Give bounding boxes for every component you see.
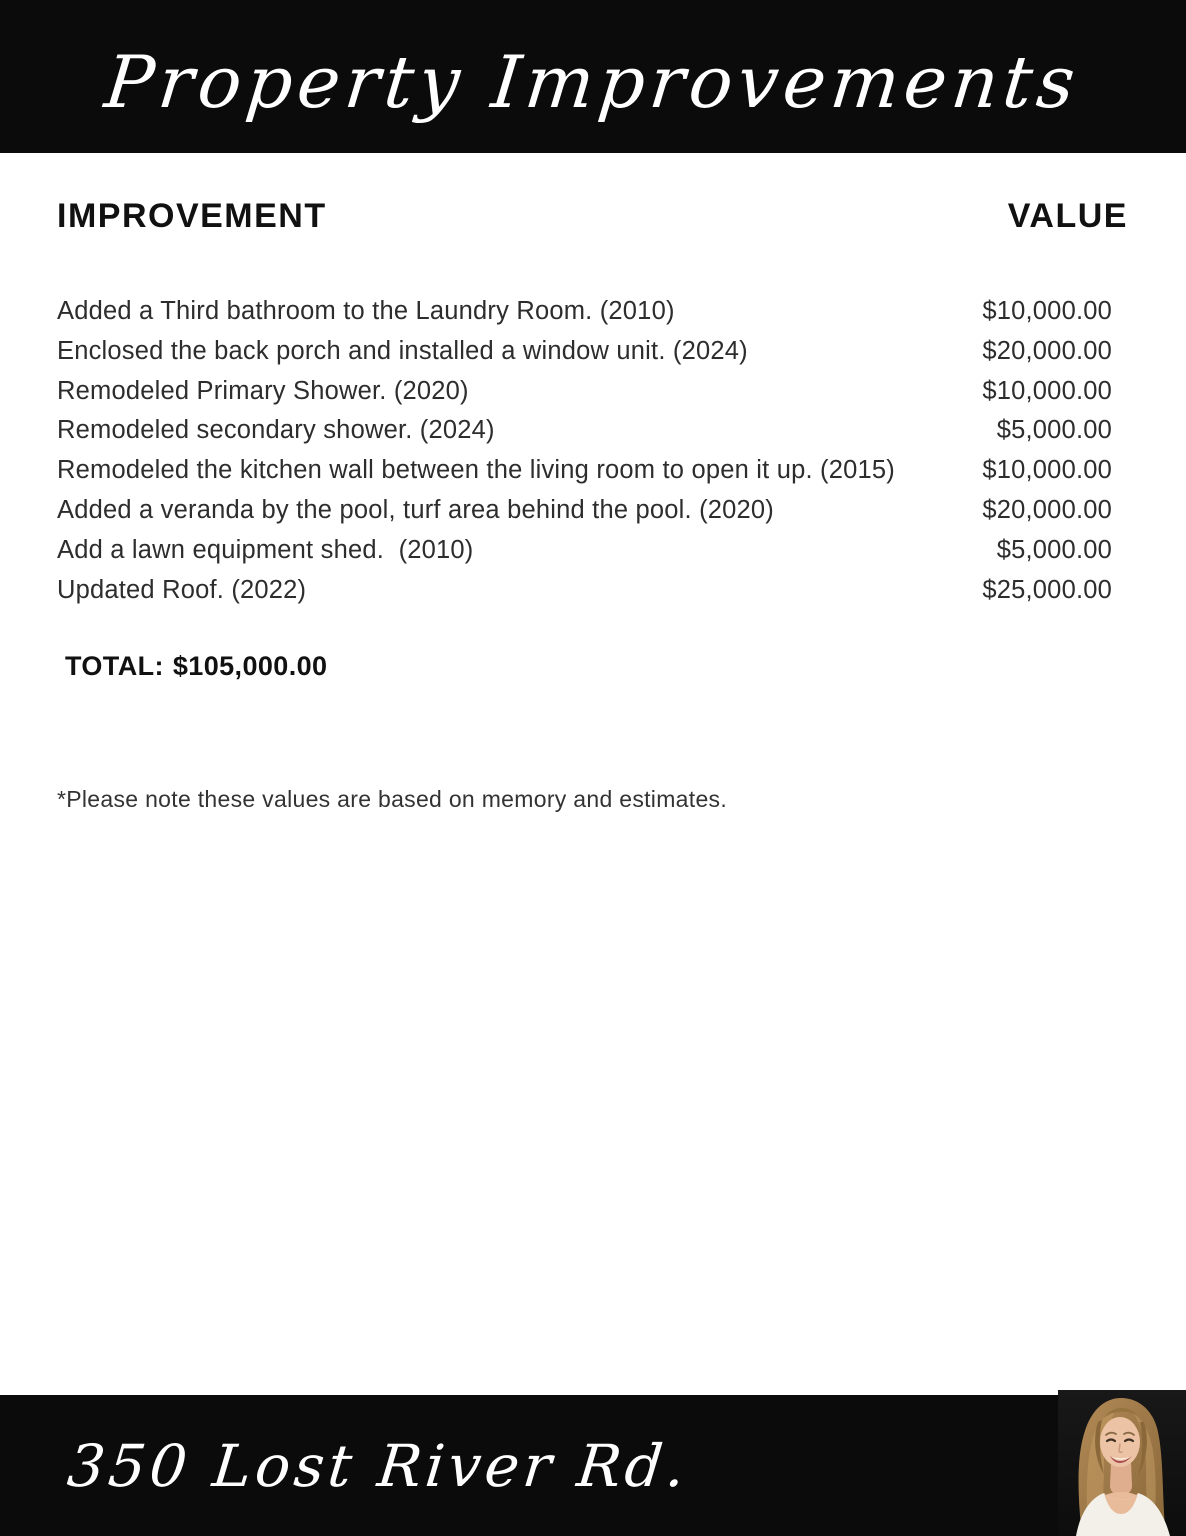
column-header-improvement: IMPROVEMENT [57, 197, 327, 235]
improvement-label: Enclosed the back porch and installed a window unit. (2024) [57, 336, 748, 365]
table-row [57, 332, 1128, 372]
table-row [57, 292, 1128, 332]
total-value: $105,000.00 [172, 651, 328, 682]
table-row [57, 411, 1128, 451]
improvement-label: Remodeled secondary shower. (2024) [57, 416, 495, 445]
table-row [57, 531, 1128, 571]
improvement-value: $20,000.00 [982, 336, 1112, 365]
neck [1110, 1462, 1132, 1496]
improvement-value: $20,000.00 [982, 495, 1112, 524]
improvement-label: Add a lawn equipment shed. (2010) [57, 535, 474, 564]
improvement-value: $25,000.00 [982, 575, 1112, 604]
header-bar [0, 0, 1186, 153]
table-row [57, 451, 1128, 491]
face [1100, 1417, 1140, 1467]
improvement-label: Remodeled Primary Shower. (2020) [57, 376, 469, 405]
table-header-row [57, 197, 1128, 236]
disclaimer-note: *Please note these values are based on memory and estimates. [57, 786, 728, 813]
improvement-label: Added a Third bathroom to the Laundry Room. (2010) [57, 297, 675, 325]
total-line [57, 651, 1128, 682]
improvement-value: $10,000.00 [982, 376, 1112, 405]
improvement-value: $10,000.00 [982, 456, 1112, 485]
improvement-label: Remodeled the kitchen wall between the living room to open it up. (2015) [57, 456, 895, 485]
improvement-value: $5,000.00 [996, 416, 1112, 445]
improvement-label: Added a veranda by the pool, turf area behind the pool. (2020) [57, 495, 774, 524]
improvement-label: Updated Roof. (2022) [57, 575, 307, 604]
total-label: TOTAL: [65, 651, 164, 682]
footer-bar [0, 1395, 1186, 1536]
property-address: 350 Lost River Rd. [64, 1431, 693, 1500]
table-row [57, 372, 1128, 412]
column-header-value: VALUE [1007, 197, 1128, 235]
improvement-value: $5,000.00 [996, 535, 1112, 564]
table-row [57, 571, 1128, 611]
agent-headshot-photo [1058, 1390, 1186, 1536]
content-area [57, 153, 1128, 813]
improvement-value: $10,000.00 [982, 297, 1112, 325]
improvement-list [57, 292, 1128, 610]
table-row [57, 491, 1128, 531]
page-title: Property Improvements [101, 39, 1084, 124]
